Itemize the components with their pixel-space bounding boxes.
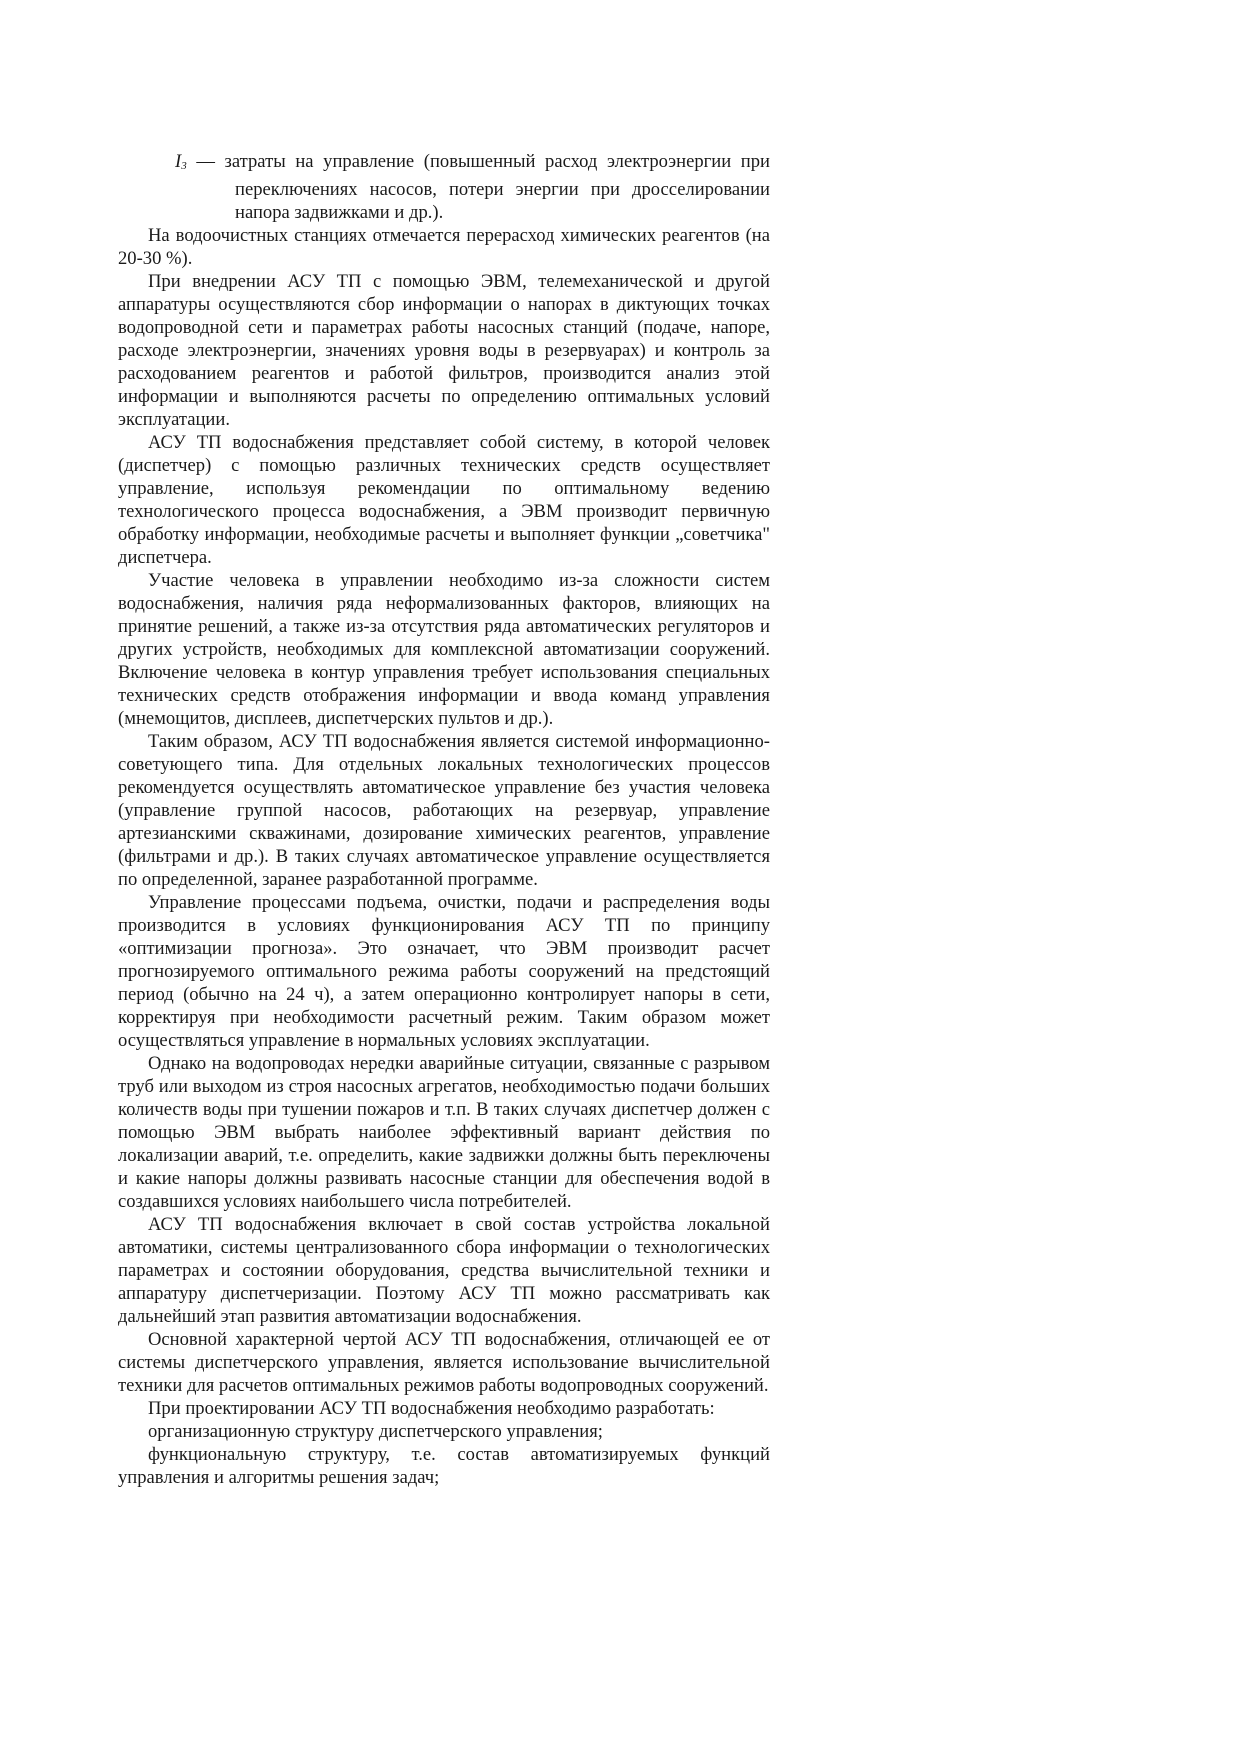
- paragraph: На водоочистных станциях отмечается перерасход химических реагентов (на 20-30 %).: [118, 225, 770, 269]
- list-item: организационную структуру диспетчерского управления;: [148, 1421, 603, 1442]
- paragraph: Основной характерной чертой АСУ ТП водоснабжения, отличающей ее от системы диспетчерского управления, является использование вычислительной техники для расчетов оптимальных режимов работы водопроводных сооружений.: [118, 1329, 770, 1396]
- paragraph: Таким образом, АСУ ТП водоснабжения является системой информационно-советующего типа. Для отдельных локальных технологических процессов рекомендуется осуществлять автоматическое управление без участия человека (управление группой насосов, работающих на резервуар, управление артезианскими скважинами, дозирование химических реагентов, управление (фильтрами и др.). В таких случаях автоматическое управление осуществляется по определенной, заранее разработанной программе.: [118, 731, 770, 890]
- paragraph: Участие человека в управлении необходимо из-за сложности систем водоснабжения, наличия ряда неформализованных факторов, влияющих на принятие решений, а также из-за отсутствия ряда автоматических регуляторов и других устройств, необходимых для комплексной автоматизации сооружений. Включение человека в контур управления требует использования специальных технических средств отображения информации и ввода команд управления (мнемощитов, дисплеев, диспетчерских пультов и др.).: [118, 570, 770, 729]
- paragraph: АСУ ТП водоснабжения включает в свой состав устройства локальной автоматики, системы централизованного сбора информации о технологических параметрах и состоянии оборудования, средства вычислительной техники и аппаратуру диспетчеризации. Поэтому АСУ ТП можно рассматривать как дальнейший этап развития автоматизации водоснабжения.: [118, 1214, 770, 1327]
- paragraph: АСУ ТП водоснабжения представляет собой систему, в которой человек (диспетчер) с помощью различных технических средств осуществляет управление, используя рекомендации по оптимальному ведению технологического процесса водоснабжения, а ЭВМ производит первичную обработку информации, необходимые расчеты и выполняет функции „советчика" диспетчера.: [118, 432, 770, 568]
- definition-text: — затраты на управление (повышенный расход электроэнергии при переключениях насосов, потери энергии при дросселировании напора задвижками и др.).: [196, 151, 770, 223]
- document-page: [118, 150, 770, 1489]
- paragraph: При проектировании АСУ ТП водоснабжения необходимо разработать:: [148, 1398, 715, 1419]
- definition-item: [175, 150, 770, 224]
- list-item: функциональную структуру, т.е. состав автоматизируемых функций управления и алгоритмы решения задач;: [118, 1444, 770, 1488]
- paragraph: Управление процессами подъема, очистки, подачи и распределения воды производится в условиях функционирования АСУ ТП по принципу «оптимизации прогноза». Это означает, что ЭВМ производит расчет прогнозируемого оптимального режима работы сооружений на предстоящий период (обычно на 24 ч), а затем операционно контролирует напоры в сети, корректируя при необходимости расчетный режим. Таким образом может осуществляться управление в нормальных условиях эксплуатации.: [118, 892, 770, 1051]
- definition-subscript: 3: [181, 160, 187, 172]
- paragraph: Однако на водопроводах нередки аварийные ситуации, связанные с разрывом труб или выходом из строя насосных агрегатов, необходимостью подачи больших количеств воды при тушении пожаров и т.п. В таких случаях диспетчер должен с помощью ЭВМ выбрать наиболее эффективный вариант действия по локализации аварий, т.е. определить, какие задвижки должны быть переключены и какие напоры должны развивать насосные станции для обеспечения водой в создавшихся условиях наибольшего числа потребителей.: [118, 1053, 770, 1212]
- definition-symbol: I: [175, 151, 182, 172]
- paragraph: При внедрении АСУ ТП с помощью ЭВМ, телемеханической и другой аппаратуры осуществляются сбор информации о напорах в диктующих точках водопроводной сети и параметрах работы насосных станций (подаче, напоре, расходе электроэнергии, значениях уровня воды в резервуарах) и контроль за расходованием реагентов и работой фильтров, производится анализ этой информации и выполняются расчеты по определению оптимальных условий эксплуатации.: [118, 271, 770, 430]
